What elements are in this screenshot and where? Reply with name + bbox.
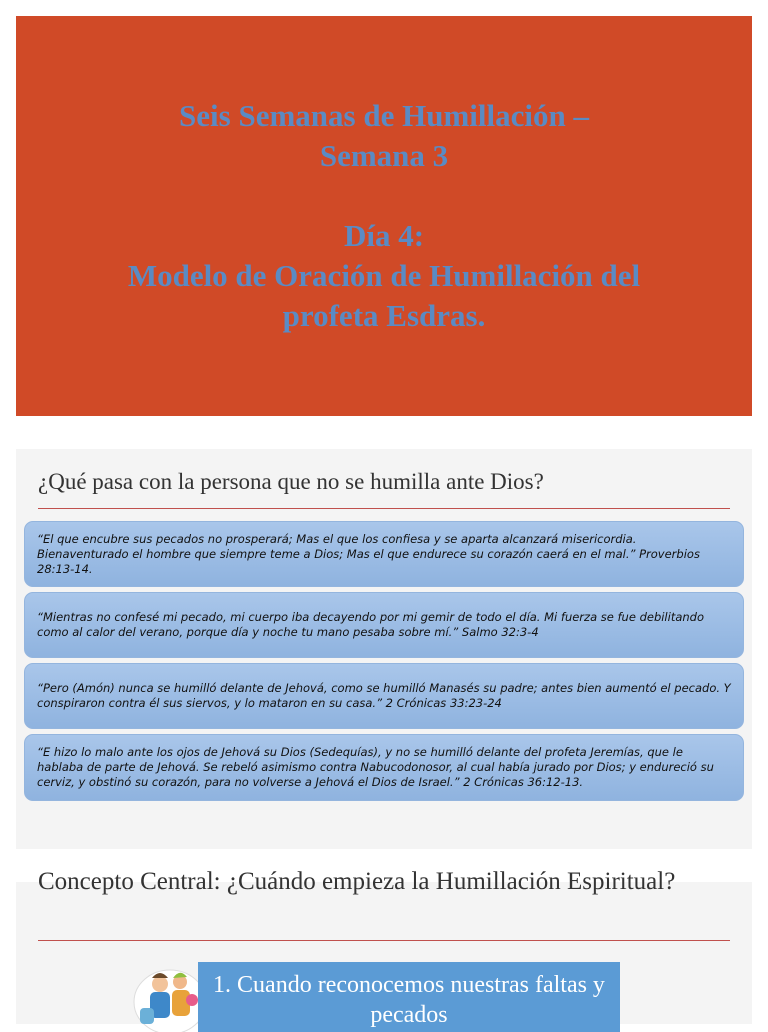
quote-text: “E hizo lo malo ante los ojos de Jehová su Dios (Sedequías), y no se humilló delante del profeta Jeremías, que le hablaba de parte de Jehová. Se rebeló asimismo contra Nabucodonosor, al cual había jurado por Dios; y endureció su cerviz, y obstinó su corazón, para no volverse a Jehová el Dios de Israel.” 2 Crónicas 36:12-13. [37,745,714,789]
slide-title-line-2: Semana 3 [319,138,449,173]
heading-divider [38,508,730,509]
day-heading: Día 4: [343,218,425,253]
title-slide [16,16,752,416]
quote-box-proverbios [24,521,744,587]
slide-heading: Concepto Central: ¿Cuándo empieza la Humillación Espiritual? [38,868,676,895]
slide-title-line-1: Seis Semanas de Humillación – [179,98,589,133]
slide-heading: ¿Qué pasa con la persona que no se humilla ante Dios? [38,469,544,494]
quote-box-salmo [24,592,744,658]
quote-text: “Pero (Amón) nunca se humilló delante de Jehová, como se humilló Manasés su padre; antes bien aumentó el pecado. Y conspiraron contra él sus siervos, y lo mataron en su casa.” 2 Crónicas 33:23-24 [37,681,731,710]
people-illustration-icon [130,962,208,1032]
quote-box-cronicas-33 [24,663,744,729]
quote-box-cronicas-36 [24,734,744,801]
quote-text: “El que encubre sus pecados no prosperará; Mas el que los confiesa y se aparta alcanzará misericordia. Bienaventurado el hombre que siempre teme a Dios; Mas el que endurece su corazón caerá en el mal.” Proverbios 28:13-14. [37,531,700,576]
subtitle-line-2: profeta Esdras. [282,298,486,333]
quote-text: “Mientras no confesé mi pecado, mi cuerpo iba decayendo por mi gemir de todo el día. Mi fuerza se fue debilitando como al calor del verano, porque día y noche tu mano pesaba sobre mí.” Salmo 32:3-4 [37,610,705,639]
concept-slide [16,868,752,1028]
subtitle-line-1: Modelo de Oración de Humillación del [127,258,641,293]
heading-divider [38,940,730,941]
concept-point-1: 1. Cuando reconocemos nuestras faltas y pecados [198,962,620,1032]
quotes-slide [16,449,752,849]
